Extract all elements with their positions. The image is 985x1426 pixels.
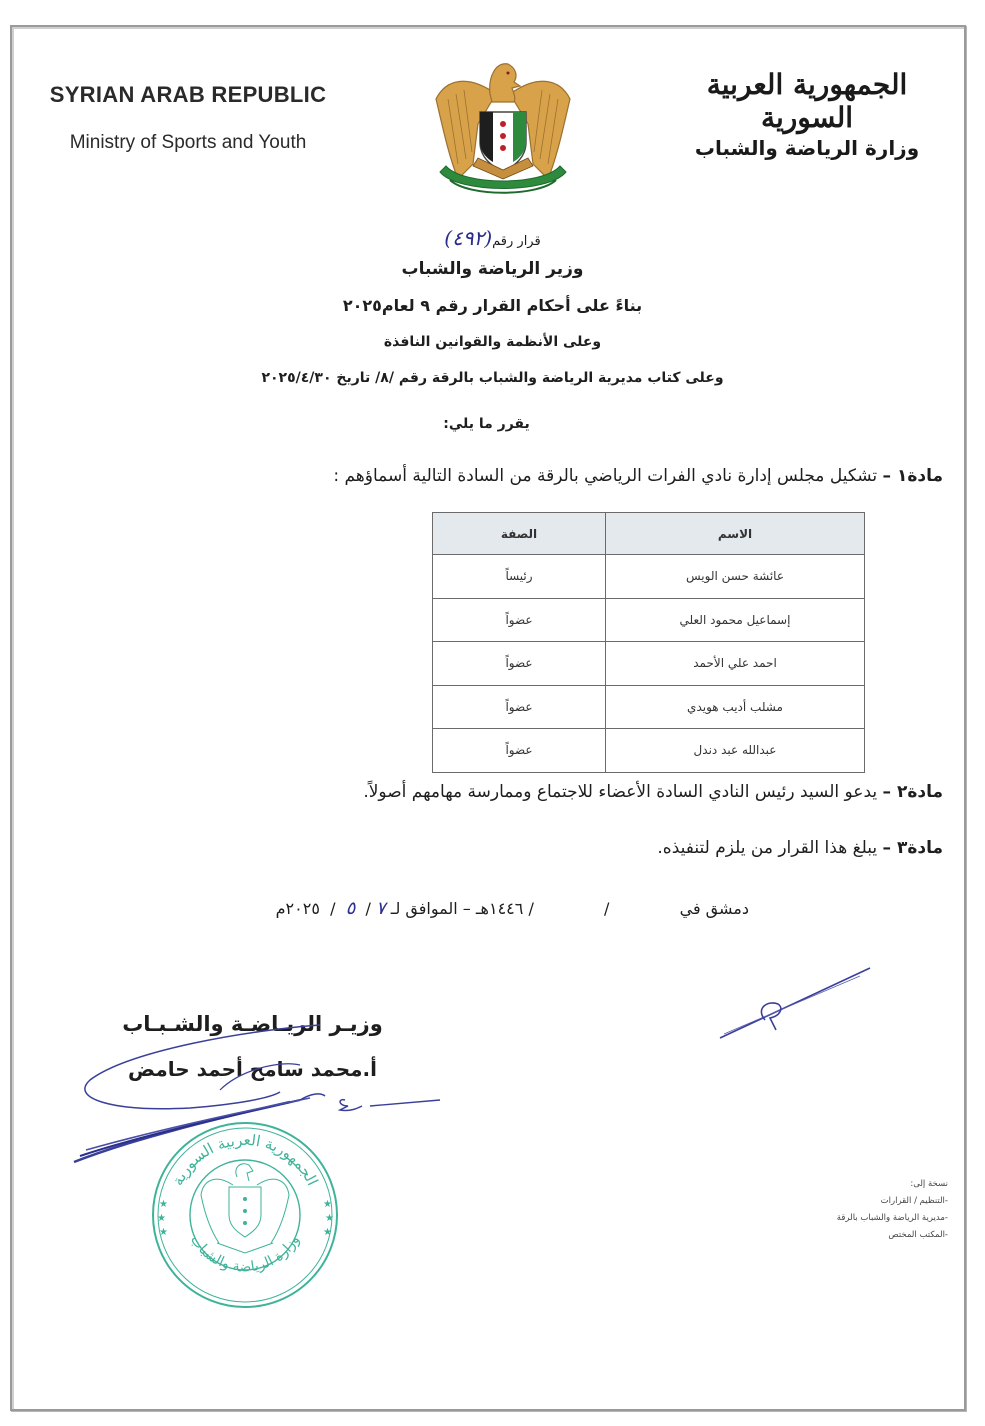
member-name: عبدالله عبد دندل	[606, 729, 865, 773]
table-header-row	[433, 513, 865, 555]
header-en-subtitle: Ministry of Sports and Youth	[69, 132, 307, 153]
basis-line-1: بناءً على أحكام القرار رقم ٩ لعام٢٠٢٥	[342, 296, 643, 315]
article-2-label: مادة٢ –	[882, 782, 943, 802]
table-row	[433, 729, 865, 773]
stamp-outer-text: الجمهورية العربية السورية	[168, 1130, 322, 1189]
table-row	[433, 685, 865, 729]
svg-text:★: ★	[323, 1227, 332, 1238]
date-day-handwritten: ٧	[376, 898, 386, 919]
article-1-text: تشكيل مجلس إدارة نادي الفرات الرياضي بالرقة من السادة التالية أسماؤهم :	[333, 466, 883, 486]
member-name: إسماعيل محمود العلي	[606, 598, 865, 642]
article-1	[333, 466, 943, 486]
article-2-text: يدعو السيد رئيس النادي السادة الأعضاء للاجتماع وممارسة مهامهم أصولاً.	[363, 782, 883, 802]
date-hijri: / ١٤٤٦هـ – الموافق لـ	[390, 899, 534, 918]
article-1-label: مادة١ –	[882, 466, 943, 486]
member-role: رئيساً	[433, 555, 606, 599]
date-slash: /	[604, 899, 610, 918]
svg-text:★: ★	[159, 1227, 168, 1238]
svg-text:★: ★	[157, 1213, 166, 1224]
header-ar-title: الجمهورية العربية السورية	[706, 68, 908, 134]
table-row	[433, 555, 865, 599]
member-name: عائشة حسن الويس	[606, 555, 865, 599]
date-gregorian-year: ٢٠٢٥م	[275, 899, 320, 918]
member-name: احمد علي الأحمد	[606, 642, 865, 686]
syrian-eagle-emblem-icon	[428, 54, 578, 199]
article-3-label: مادة٣ –	[882, 838, 943, 858]
stamp-inner-text: وزارة الرياضة والشباب	[186, 1232, 303, 1276]
date-place: دمشق في	[679, 899, 749, 918]
copies-list	[837, 1176, 948, 1244]
copies-item: -مديرية الرياضة والشباب بالرقة	[836, 1213, 948, 1223]
svg-text:★: ★	[325, 1213, 334, 1224]
member-role: عضواً	[433, 642, 606, 686]
column-header-role: الصفة	[433, 513, 606, 555]
signatory-role: وزيـر الريـاضـة والشـبـاب	[122, 1012, 383, 1036]
date-month-handwritten: ٥	[345, 898, 356, 919]
initial-signature-icon	[710, 960, 880, 1045]
copies-item: -المكتب المختص	[888, 1230, 948, 1240]
date-line: دمشق في / / ١٤٤٦هـ – الموافق لـ ٧ / ٥ / ٢٠٢٥م	[275, 898, 749, 919]
basis-line-3: وعلى كتاب مديرية الرياضة والشباب بالرقة رقم /٨/ تاريخ ٢٠٢٥/٤/٣٠	[261, 370, 724, 386]
ministry-stamp-icon	[145, 1115, 345, 1315]
svg-text:★: ★	[323, 1199, 332, 1210]
copies-item: -التنظيم / القرارات	[880, 1196, 948, 1206]
member-role: عضواً	[433, 598, 606, 642]
header-en-title: SYRIAN ARAB REPUBLIC	[49, 82, 327, 107]
column-header-name: الاسم	[606, 513, 865, 555]
members-table	[432, 512, 865, 773]
signatory-name: أ.محمد سامح أحمد حامض	[128, 1057, 377, 1081]
article-3-text: يبلغ هذا القرار من يلزم لتنفيذه.	[657, 838, 883, 858]
decides-heading: يقرر ما يلي:	[443, 416, 530, 432]
svg-text:★: ★	[159, 1199, 168, 1210]
decision-number-label: قرار رقم	[492, 234, 541, 249]
header-ar-subtitle: وزارة الرياضة والشباب	[694, 136, 920, 160]
copies-heading: نسخة إلى:	[910, 1179, 948, 1189]
article-3	[657, 838, 943, 858]
article-2	[363, 782, 943, 802]
member-role: عضواً	[433, 685, 606, 729]
decision-number	[0, 226, 985, 250]
member-role: عضواً	[433, 729, 606, 773]
minister-heading: وزير الرياضة والشباب	[401, 259, 584, 279]
member-name: مشلب أديب هويدي	[606, 685, 865, 729]
decision-number-value: (٤٩٢)	[444, 226, 493, 250]
table-row	[433, 642, 865, 686]
basis-line-2: وعلى الأنظمة والقوانين النافذة	[383, 334, 602, 350]
table-row	[433, 598, 865, 642]
